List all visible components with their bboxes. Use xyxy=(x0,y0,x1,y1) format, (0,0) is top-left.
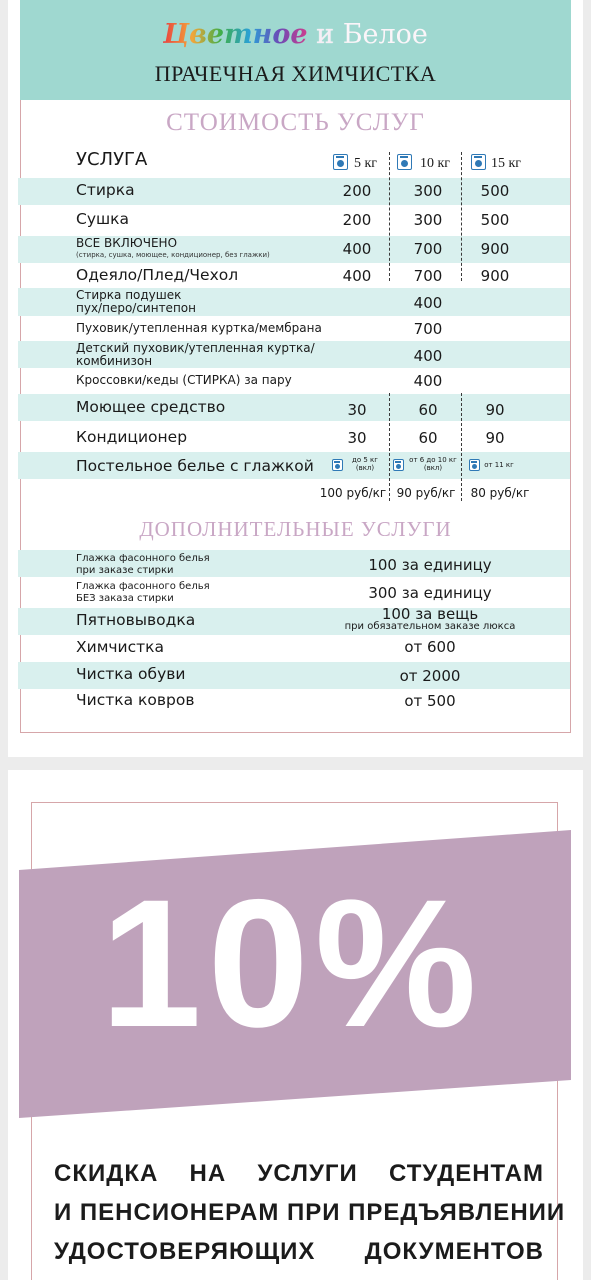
price-10kg: 60 xyxy=(418,429,438,447)
extra-name: Чистка ковров xyxy=(76,691,195,709)
service-note: (стирка, сушка, моющее, кондиционер, без глажки) xyxy=(76,251,270,259)
price-10kg: 300 xyxy=(413,182,443,200)
service-name: Сушка xyxy=(76,210,130,228)
linen-opt-2-l1: от 6 до 10 кг xyxy=(409,456,457,464)
promo-line-1: СКИДКА НА УСЛУГИ СТУДЕНТАМ xyxy=(54,1160,544,1187)
service-name-line2: комбинизон xyxy=(76,354,153,368)
price-15kg: 900 xyxy=(480,267,510,285)
col-head-5kg: 5 кг xyxy=(354,156,378,171)
price-10kg: 60 xyxy=(418,401,438,419)
price-15kg: 90 xyxy=(485,429,505,447)
brand-word-1: Цветное xyxy=(163,19,308,50)
extra-price: от 500 xyxy=(404,692,456,710)
per-kg-price: 90 руб/кг xyxy=(396,486,456,500)
col-head-15kg: 15 кг xyxy=(491,156,522,171)
extra-name: Глажка фасонного белья xyxy=(76,581,210,592)
extra-name-line2: БЕЗ заказа стирки xyxy=(76,593,174,604)
price-15kg: 500 xyxy=(480,211,510,229)
price-5kg: 30 xyxy=(347,429,367,447)
price-single: 400 xyxy=(413,347,443,365)
extra-name: Химчистка xyxy=(76,638,165,656)
per-kg-price: 100 руб/кг xyxy=(319,486,387,500)
service-name: Стирка xyxy=(76,181,135,199)
linen-opt-2-l2: (вкл) xyxy=(423,464,443,472)
per-kg-price: 80 руб/кг xyxy=(470,486,530,500)
service-name: Моющее средство xyxy=(76,398,226,416)
price-5kg: 400 xyxy=(342,267,372,285)
linen-opt-3: от 11 кг xyxy=(484,461,514,469)
service-column-header: УСЛУГА xyxy=(76,149,148,170)
price-single: 400 xyxy=(413,372,443,390)
promo-line-3: УДОСТОВЕРЯЮЩИХ ДОКУМЕНТОВ xyxy=(54,1238,544,1265)
price-5kg: 30 xyxy=(347,401,367,419)
promo-line-2: И ПЕНСИОНЕРАМ ПРИ ПРЕДЪЯВЛЕНИИ xyxy=(54,1199,566,1226)
price-5kg: 200 xyxy=(342,211,372,229)
service-name: Пуховик/утепленная куртка/мембрана xyxy=(76,321,322,335)
pricing-title: СТОИМОСТЬ УСЛУГ xyxy=(166,109,425,136)
linen-opt-1-l1: до 5 кг xyxy=(352,456,378,464)
service-name-line2: пух/перо/синтепон xyxy=(76,301,196,315)
brand-word-2: и xyxy=(316,19,335,50)
extra-price: от 2000 xyxy=(399,667,461,685)
extra-price: 300 за единицу xyxy=(368,584,492,602)
service-name: Одеяло/Плед/Чехол xyxy=(76,266,239,284)
brand-word-3: Белое xyxy=(342,19,428,50)
service-name: Детский пуховик/утепленная куртка/ xyxy=(76,341,315,355)
price-10kg: 700 xyxy=(413,240,443,258)
extra-price: от 600 xyxy=(404,638,456,656)
price-15kg: 900 xyxy=(480,240,510,258)
service-name: ВСЕ ВКЛЮЧЕНО xyxy=(76,236,178,250)
extra-name-line2: при заказе стирки xyxy=(76,565,174,576)
price-5kg: 200 xyxy=(342,182,372,200)
extra-price: 100 за единицу xyxy=(368,556,492,574)
service-name: Постельное белье с глажкой xyxy=(76,457,314,475)
price-15kg: 90 xyxy=(485,401,505,419)
extra-note: при обязательном заказе люкса xyxy=(344,621,516,632)
price-single: 400 xyxy=(413,294,443,312)
service-name: Кондиционер xyxy=(76,428,188,446)
price-10kg: 300 xyxy=(413,211,443,229)
discount-percent: 10% xyxy=(100,861,483,1065)
service-name: Стирка подушек xyxy=(76,288,182,302)
brand-subtitle: ПРАЧЕЧНАЯ ХИМЧИСТКА xyxy=(154,61,437,86)
col-head-10kg: 10 кг xyxy=(420,156,451,171)
extra-price: 100 за вещь xyxy=(381,605,479,623)
extra-title: ДОПОЛНИТЕЛЬНЫЕ УСЛУГИ xyxy=(139,517,452,541)
price-single: 700 xyxy=(413,320,443,338)
price-10kg: 700 xyxy=(413,267,443,285)
price-15kg: 500 xyxy=(480,182,510,200)
linen-opt-1-l2: (вкл) xyxy=(355,464,375,472)
extra-name: Пятновыводка xyxy=(76,611,196,629)
price-5kg: 400 xyxy=(342,240,372,258)
extra-name: Чистка обуви xyxy=(76,665,186,683)
service-name: Кроссовки/кеды (СТИРКА) за пару xyxy=(76,373,292,387)
extra-name: Глажка фасонного белья xyxy=(76,553,210,564)
